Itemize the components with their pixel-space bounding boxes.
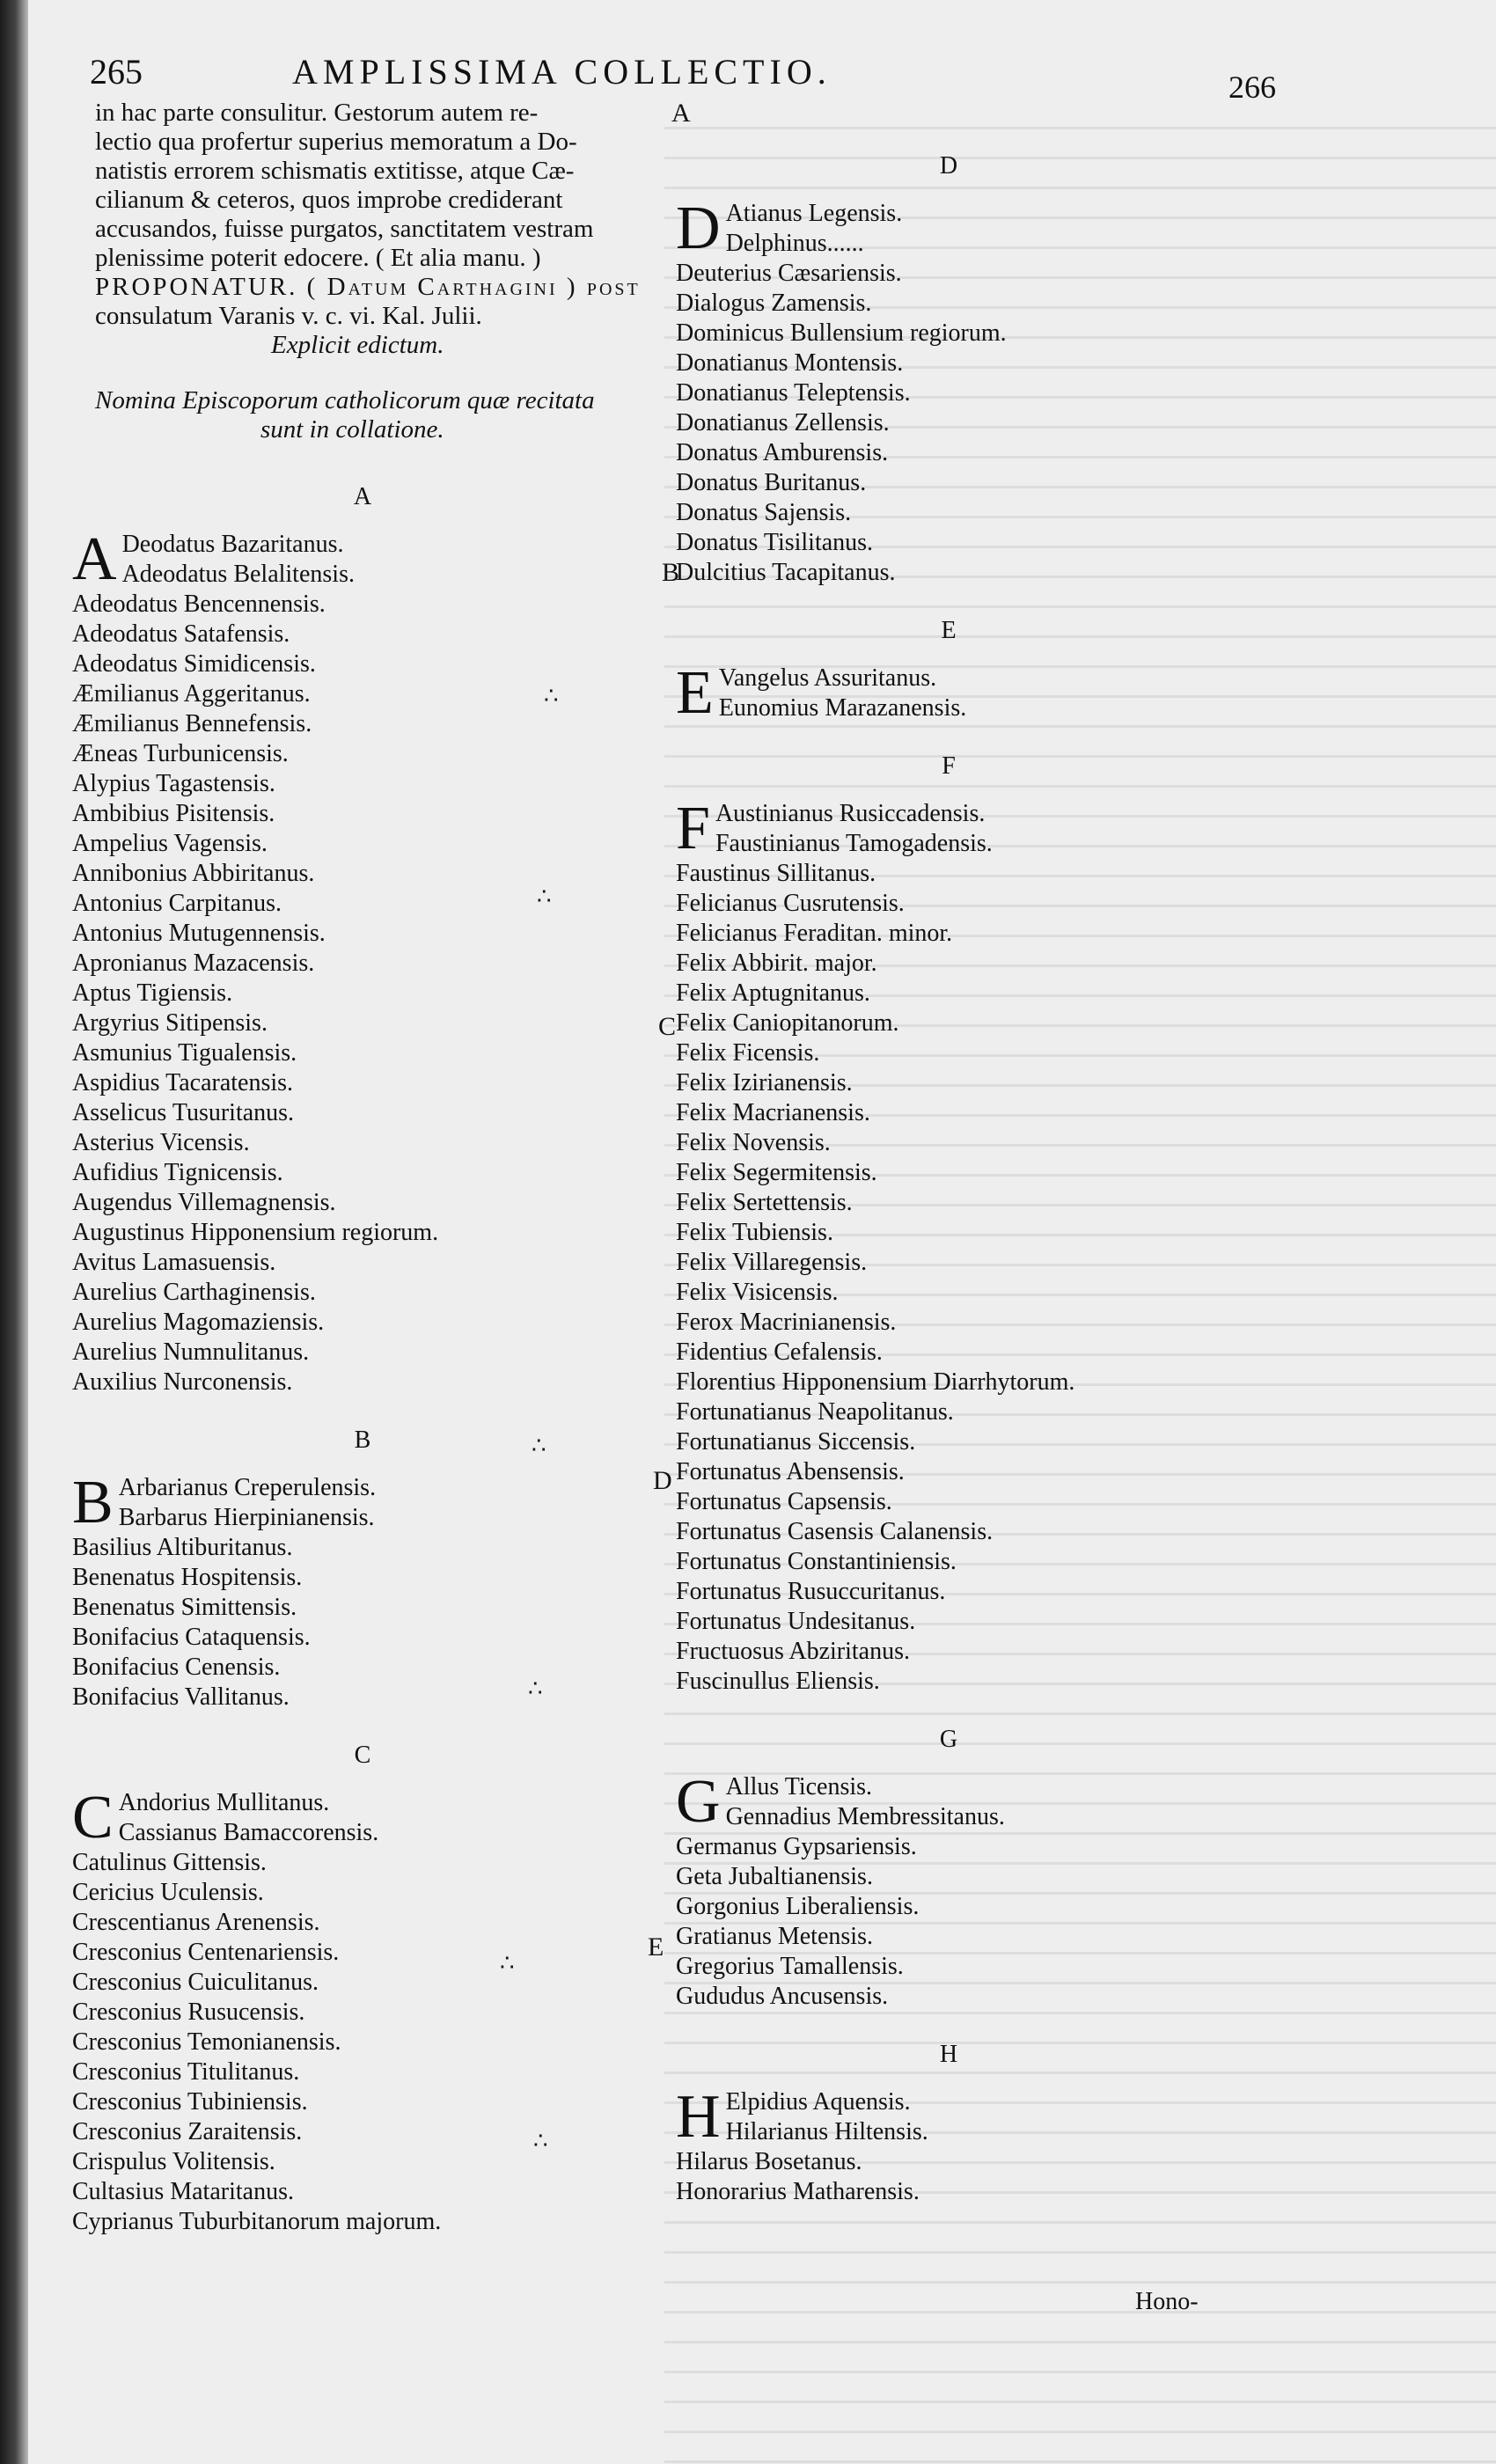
drop-cap: D: [676, 194, 721, 262]
bishop-entry: Fortunatus Casensis Calanensis.: [676, 1518, 994, 1545]
bishop-entry: Benenatus Simittensis.: [72, 1594, 297, 1621]
nomina-line: Nomina Episcoporum catholicorum quæ recitata: [95, 386, 595, 414]
bishop-entry: Dulcitius Tacapitanus.: [676, 559, 896, 586]
bishop-entry: Deodatus Bazaritanus.: [121, 531, 344, 558]
section-heading: D: [939, 152, 958, 180]
bishop-entry: Atianus Legensis.: [725, 200, 903, 227]
bishop-entry: Florentius Hipponensium Diarrhytorum.: [676, 1368, 1075, 1396]
nomina-line: sunt in collatione.: [260, 415, 444, 444]
bishop-entry: Cresconius Centenariensis.: [72, 1939, 340, 1966]
bishop-entry: Cresconius Temonianensis.: [72, 2028, 341, 2056]
bishop-entry: Æmilianus Bennefensis.: [72, 710, 312, 737]
bishop-entry: Barbarus Hierpinianensis.: [118, 1504, 375, 1531]
bishop-entry: Augustinus Hipponensium regiorum.: [72, 1219, 439, 1246]
bishop-entry: Crescentianus Arenensis.: [72, 1909, 320, 1936]
bishop-entry: Cultasius Mataritanus.: [72, 2178, 294, 2205]
bishop-entry: Aurelius Magomaziensis.: [72, 1309, 325, 1336]
bishop-entry: Felix Abbirit. major.: [676, 950, 877, 977]
bishop-entry: Fortunatus Undesitanus.: [676, 1608, 916, 1635]
catchword: Hono-: [1135, 2288, 1199, 2315]
bishop-entry: Cyprianus Tuburbitanorum majorum.: [72, 2208, 442, 2235]
margin-letter-d: D: [653, 1466, 672, 1495]
intro-line: plenissime poterit edocere. ( Et alia manu. ): [95, 244, 541, 272]
bishop-entry: Bonifacius Vallitanus.: [72, 1683, 290, 1711]
bishop-entry: Fortunatianus Neapolitanus.: [676, 1398, 954, 1426]
bishop-entry: Asmunius Tigualensis.: [72, 1039, 297, 1067]
proponatur-line: PROPONATUR. ( Datum Carthagini ) post: [95, 273, 641, 301]
bishop-entry: Bonifacius Cataquensis.: [72, 1624, 311, 1651]
drop-cap: C: [72, 1784, 114, 1852]
intro-text: [95, 99, 676, 444]
consulatum-line: consulatum Varanis v. c. vi. Kal. Julii.: [95, 302, 482, 330]
drop-cap: H: [676, 2083, 721, 2151]
bishop-entry: Donatianus Teleptensis.: [676, 379, 911, 407]
bishop-entry: Cresconius Rusucensis.: [72, 1998, 305, 2026]
bishop-entry: Felix Tubiensis.: [676, 1219, 833, 1246]
bishop-entry: Auxilius Nurconensis.: [72, 1368, 293, 1396]
bishop-entry: Æmilianus Aggeritanus.: [72, 680, 311, 708]
bishop-entry: Fidentius Cefalensis.: [676, 1338, 883, 1366]
bishop-entry: Hilarianus Hiltensis.: [725, 2118, 928, 2145]
bishop-entry: Faustinianus Tamogadensis.: [715, 830, 993, 857]
bishop-entry: Ferox Macrinianensis.: [676, 1309, 897, 1336]
bishop-entry: Gratianus Metensis.: [676, 1923, 873, 1950]
section-heading: B: [354, 1426, 371, 1454]
bishop-entry: Andorius Mullitanus.: [118, 1789, 330, 1816]
section-heading: H: [939, 2041, 958, 2068]
section-first-entries: [72, 525, 653, 593]
bishop-entry: Aurelius Numnulitanus.: [72, 1338, 310, 1366]
ornament-dots: ∴: [544, 683, 557, 709]
left-page-number: 265: [90, 52, 143, 92]
left-column: [72, 482, 653, 2237]
bishop-entry: Donatus Amburensis.: [676, 439, 889, 466]
intro-line: accusandos, fuisse purgatos, sanctitatem vestram: [95, 215, 594, 243]
bishop-entry: Benenatus Hospitensis.: [72, 1564, 303, 1591]
margin-letter-b: B: [662, 558, 680, 587]
bishop-entry: Donatus Tisilitanus.: [676, 529, 874, 556]
bishop-entry: Fortunatianus Siccensis.: [676, 1428, 916, 1456]
bishop-entry: Alypius Tagastensis.: [72, 770, 275, 797]
bishop-entry: Asterius Vicensis.: [72, 1129, 250, 1156]
intro-line: cilianum & ceteros, quos improbe crediderant: [95, 186, 563, 214]
bishop-entry: Aufidius Tignicensis.: [72, 1159, 283, 1186]
bishop-entry: Argyrius Sitipensis.: [72, 1009, 268, 1037]
ornament-dots: ∴: [500, 1950, 513, 1976]
bishop-entry: Adeodatus Simidicensis.: [72, 650, 316, 678]
section-a: [72, 482, 653, 1397]
bishop-entry: Ampelius Vagensis.: [72, 830, 268, 857]
bishop-entry: Felix Novensis.: [676, 1129, 831, 1156]
bishop-entry: Adeodatus Satafensis.: [72, 620, 290, 648]
section-heading: C: [354, 1742, 371, 1769]
bishop-entry: Arbarianus Creperulensis.: [118, 1474, 377, 1501]
bishop-entry: Eunomius Marazanensis.: [718, 694, 967, 722]
bishop-entry: Geta Jubaltianensis.: [676, 1863, 873, 1890]
bishop-entry: Donatus Buritanus.: [676, 469, 867, 496]
margin-letter-a: A: [671, 99, 691, 128]
bishop-entry: Gududus Ancusensis.: [676, 1983, 889, 2010]
bishop-entry: Felix Ficensis.: [676, 1039, 820, 1067]
ornament-dots: ∴: [533, 2128, 546, 2154]
bishop-entry: Austinianus Rusiccadensis.: [715, 800, 986, 827]
bishop-entry: Ambibius Pisitensis.: [72, 800, 275, 827]
ornament-dots: ∴: [537, 884, 550, 910]
bishop-entry: Adeodatus Bencennensis.: [72, 590, 326, 618]
bishop-entry: Allus Ticensis.: [725, 1773, 873, 1800]
bishop-entry: Felicianus Cusrutensis.: [676, 890, 905, 917]
bishop-entry: Felix Caniopitanorum.: [676, 1009, 899, 1037]
bishop-entry: Æneas Turbunicensis.: [72, 740, 289, 767]
bishop-entry: Delphinus......: [725, 230, 864, 257]
bishop-entry: Felix Izirianensis.: [676, 1069, 853, 1096]
bishop-entry: Felix Macrianensis.: [676, 1099, 870, 1126]
intro-line: natistis errorem schismatis extitisse, atque Cæ-: [95, 157, 575, 185]
intro-line: lectio qua profertur superius memoratum a Do-: [95, 128, 577, 156]
bishop-entry: Vangelus Assuritanus.: [718, 664, 937, 692]
bishop-entry: Felix Villaregensis.: [676, 1249, 868, 1276]
bishop-entry: Asselicus Tusuritanus.: [72, 1099, 295, 1126]
section-f: [676, 752, 1221, 1697]
section-first-entries: [72, 1784, 653, 1852]
bishop-entry: Felicianus Feraditan. minor.: [676, 920, 953, 947]
bishop-entry: Fortunatus Rusuccuritanus.: [676, 1578, 946, 1605]
bishop-entry: Fortunatus Abensensis.: [676, 1458, 905, 1485]
bishop-entry: Dialogus Zamensis.: [676, 290, 872, 317]
bishop-entry: Cresconius Tubiniensis.: [72, 2088, 308, 2116]
bishop-entry: Apronianus Mazacensis.: [72, 950, 315, 977]
bishop-entry: Honorarius Matharensis.: [676, 2178, 920, 2205]
bishop-entry: Cresconius Cuiculitanus.: [72, 1969, 319, 1996]
ornament-dots: ∴: [528, 1676, 541, 1702]
margin-letter-c: C: [658, 1012, 677, 1041]
bishop-entry: Felix Segermitensis.: [676, 1159, 877, 1186]
bishop-entry: Gennadius Membressitanus.: [725, 1803, 1005, 1830]
margin-letter-e: E: [648, 1932, 664, 1962]
drop-cap: A: [72, 525, 117, 593]
ornament-dots: ∴: [532, 1433, 545, 1459]
section-first-entries: [72, 1469, 653, 1536]
bishop-entry: Crispulus Volitensis.: [72, 2148, 275, 2175]
section-first-entries: [676, 194, 1221, 262]
section-first-entries: [676, 659, 1221, 727]
bishop-entry: Avitus Lamasuensis.: [72, 1249, 276, 1276]
bishop-entry: Adeodatus Belalitensis.: [121, 561, 355, 588]
bishop-entry: Aptus Tigiensis.: [72, 979, 233, 1007]
bishop-entry: Fortunatus Constantiniensis.: [676, 1548, 957, 1575]
bishop-entry: Donatianus Montensis.: [676, 349, 904, 377]
bishop-entry: Donatus Sajensis.: [676, 499, 852, 526]
section-c: [72, 1741, 653, 2237]
right-column: [676, 123, 1221, 2207]
section-e: [676, 616, 1221, 727]
intro-line: in hac parte consulitur. Gestorum autem re-: [95, 99, 539, 127]
bishop-entry: Gorgonius Liberaliensis.: [676, 1893, 920, 1920]
section-heading: A: [353, 483, 372, 510]
bishop-entry: Hilarus Bosetanus.: [676, 2148, 862, 2175]
drop-cap: F: [676, 795, 710, 862]
bishop-entry: Cresconius Titulitanus.: [72, 2058, 300, 2086]
bishop-entry: Deuterius Cæsariensis.: [676, 260, 902, 287]
bishop-entry: Cresconius Zaraitensis.: [72, 2118, 303, 2145]
section-first-entries: [676, 795, 1221, 862]
bishop-entry: Antonius Mutugennensis.: [72, 920, 326, 947]
bishop-entry: Cericius Uculensis.: [72, 1879, 264, 1906]
bishop-entry: Gregorius Tamallensis.: [676, 1953, 904, 1980]
drop-cap: B: [72, 1469, 114, 1536]
drop-cap: G: [676, 1768, 721, 1836]
bishop-entry: Elpidius Aquensis.: [725, 2088, 911, 2116]
bishop-entry: Felix Visicensis.: [676, 1279, 839, 1306]
section-b: [72, 1426, 653, 1712]
section-heading: G: [939, 1726, 958, 1753]
section-heading: F: [942, 752, 956, 780]
bishop-entry: Catulinus Gittensis.: [72, 1849, 267, 1876]
bishop-entry: Cassianus Bamaccorensis.: [118, 1819, 379, 1846]
section-first-entries: [676, 1768, 1221, 1836]
bishop-entry: Germanus Gypsariensis.: [676, 1833, 917, 1860]
bishop-entry: Felix Sertettensis.: [676, 1189, 853, 1216]
bishop-entry: Felix Aptugnitanus.: [676, 979, 870, 1007]
bishop-entry: Faustinus Sillitanus.: [676, 860, 876, 887]
bishop-entry: Fortunatus Capsensis.: [676, 1488, 892, 1515]
bishop-entry: Basilius Altiburitanus.: [72, 1534, 293, 1561]
bishop-entry: Bonifacius Cenensis.: [72, 1654, 281, 1681]
bishop-entry: Dominicus Bullensium regiorum.: [676, 319, 1007, 347]
bishop-entry: Fuscinullus Eliensis.: [676, 1668, 880, 1695]
running-title: AMPLISSIMA COLLECTIO.: [292, 52, 832, 92]
explicit-line: Explicit edictum.: [271, 331, 444, 359]
section-d: [676, 151, 1221, 588]
section-h: [676, 2040, 1221, 2207]
drop-cap: E: [676, 659, 714, 727]
bishop-entry: Aspidius Tacaratensis.: [72, 1069, 294, 1096]
section-g: [676, 1725, 1221, 2012]
bishop-entry: Aurelius Carthaginensis.: [72, 1279, 316, 1306]
right-page-number: 266: [1228, 70, 1276, 105]
bishop-entry: Fructuosus Abziritanus.: [676, 1638, 910, 1665]
section-heading: E: [941, 617, 957, 644]
bishop-entry: Donatianus Zellensis.: [676, 409, 890, 436]
bishop-entry: Antonius Carpitanus.: [72, 890, 282, 917]
section-first-entries: [676, 2083, 1221, 2151]
bishop-entry: Augendus Villemagnensis.: [72, 1189, 336, 1216]
bishop-entry: Annibonius Abbiritanus.: [72, 860, 315, 887]
